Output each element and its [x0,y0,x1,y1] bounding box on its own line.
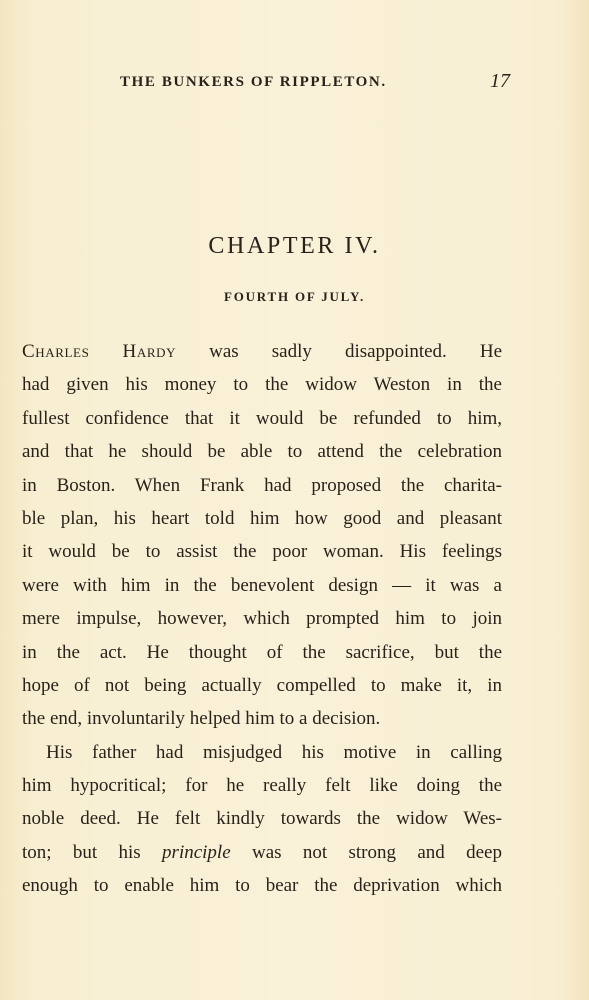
text-line: were with him in the benevolent design — it was a [22,574,502,596]
text-line [22,836,502,869]
text-fragment: was not strong and deep [252,841,502,863]
page-number: 17 [490,70,510,92]
text-line: the end, involuntarily helped him to a decision. [22,708,381,730]
chapter-heading: CHAPTER IV. [208,233,381,259]
text-line: noble deed. He felt kindly towards the widow Wes- [22,808,502,830]
text-line: mere impulse, however, which prompted him to join [22,608,502,630]
text-line: it would be to assist the poor woman. His feelings [22,541,502,563]
running-head [120,70,510,96]
text-fragment: ton; but his [22,841,141,863]
text-line: enough to enable him to bear the deprivation which [22,875,502,897]
body-text [22,335,502,903]
running-title: THE BUNKERS OF RIPPLETON. [120,74,387,90]
text-line: hope of not being actually compelled to make it, in [22,674,502,696]
text-line [22,335,502,368]
text-line: ble plan, his heart told him how good and pleasant [22,507,502,529]
character-name-last: Hardy [122,341,177,362]
text-line: had given his money to the widow Weston in the [22,374,502,396]
text-fragment: was sadly disappointed. He [209,341,503,362]
italic-word: principle [162,841,231,863]
text-line: in Boston. When Frank had proposed the charita- [22,474,502,496]
text-line: in the act. He thought of the sacrifice, but the [22,641,502,663]
text-line: him hypocritical; for he really felt like doing the [22,775,502,797]
text-line: and that he should be able to attend the celebration [22,441,502,463]
character-name-first: Charles [22,341,90,362]
text-line: fullest confidence that it would be refunded to him, [22,407,502,429]
chapter-subtitle: FOURTH OF JULY. [223,289,366,304]
text-line: His father had misjudged his motive in calling [46,741,502,763]
